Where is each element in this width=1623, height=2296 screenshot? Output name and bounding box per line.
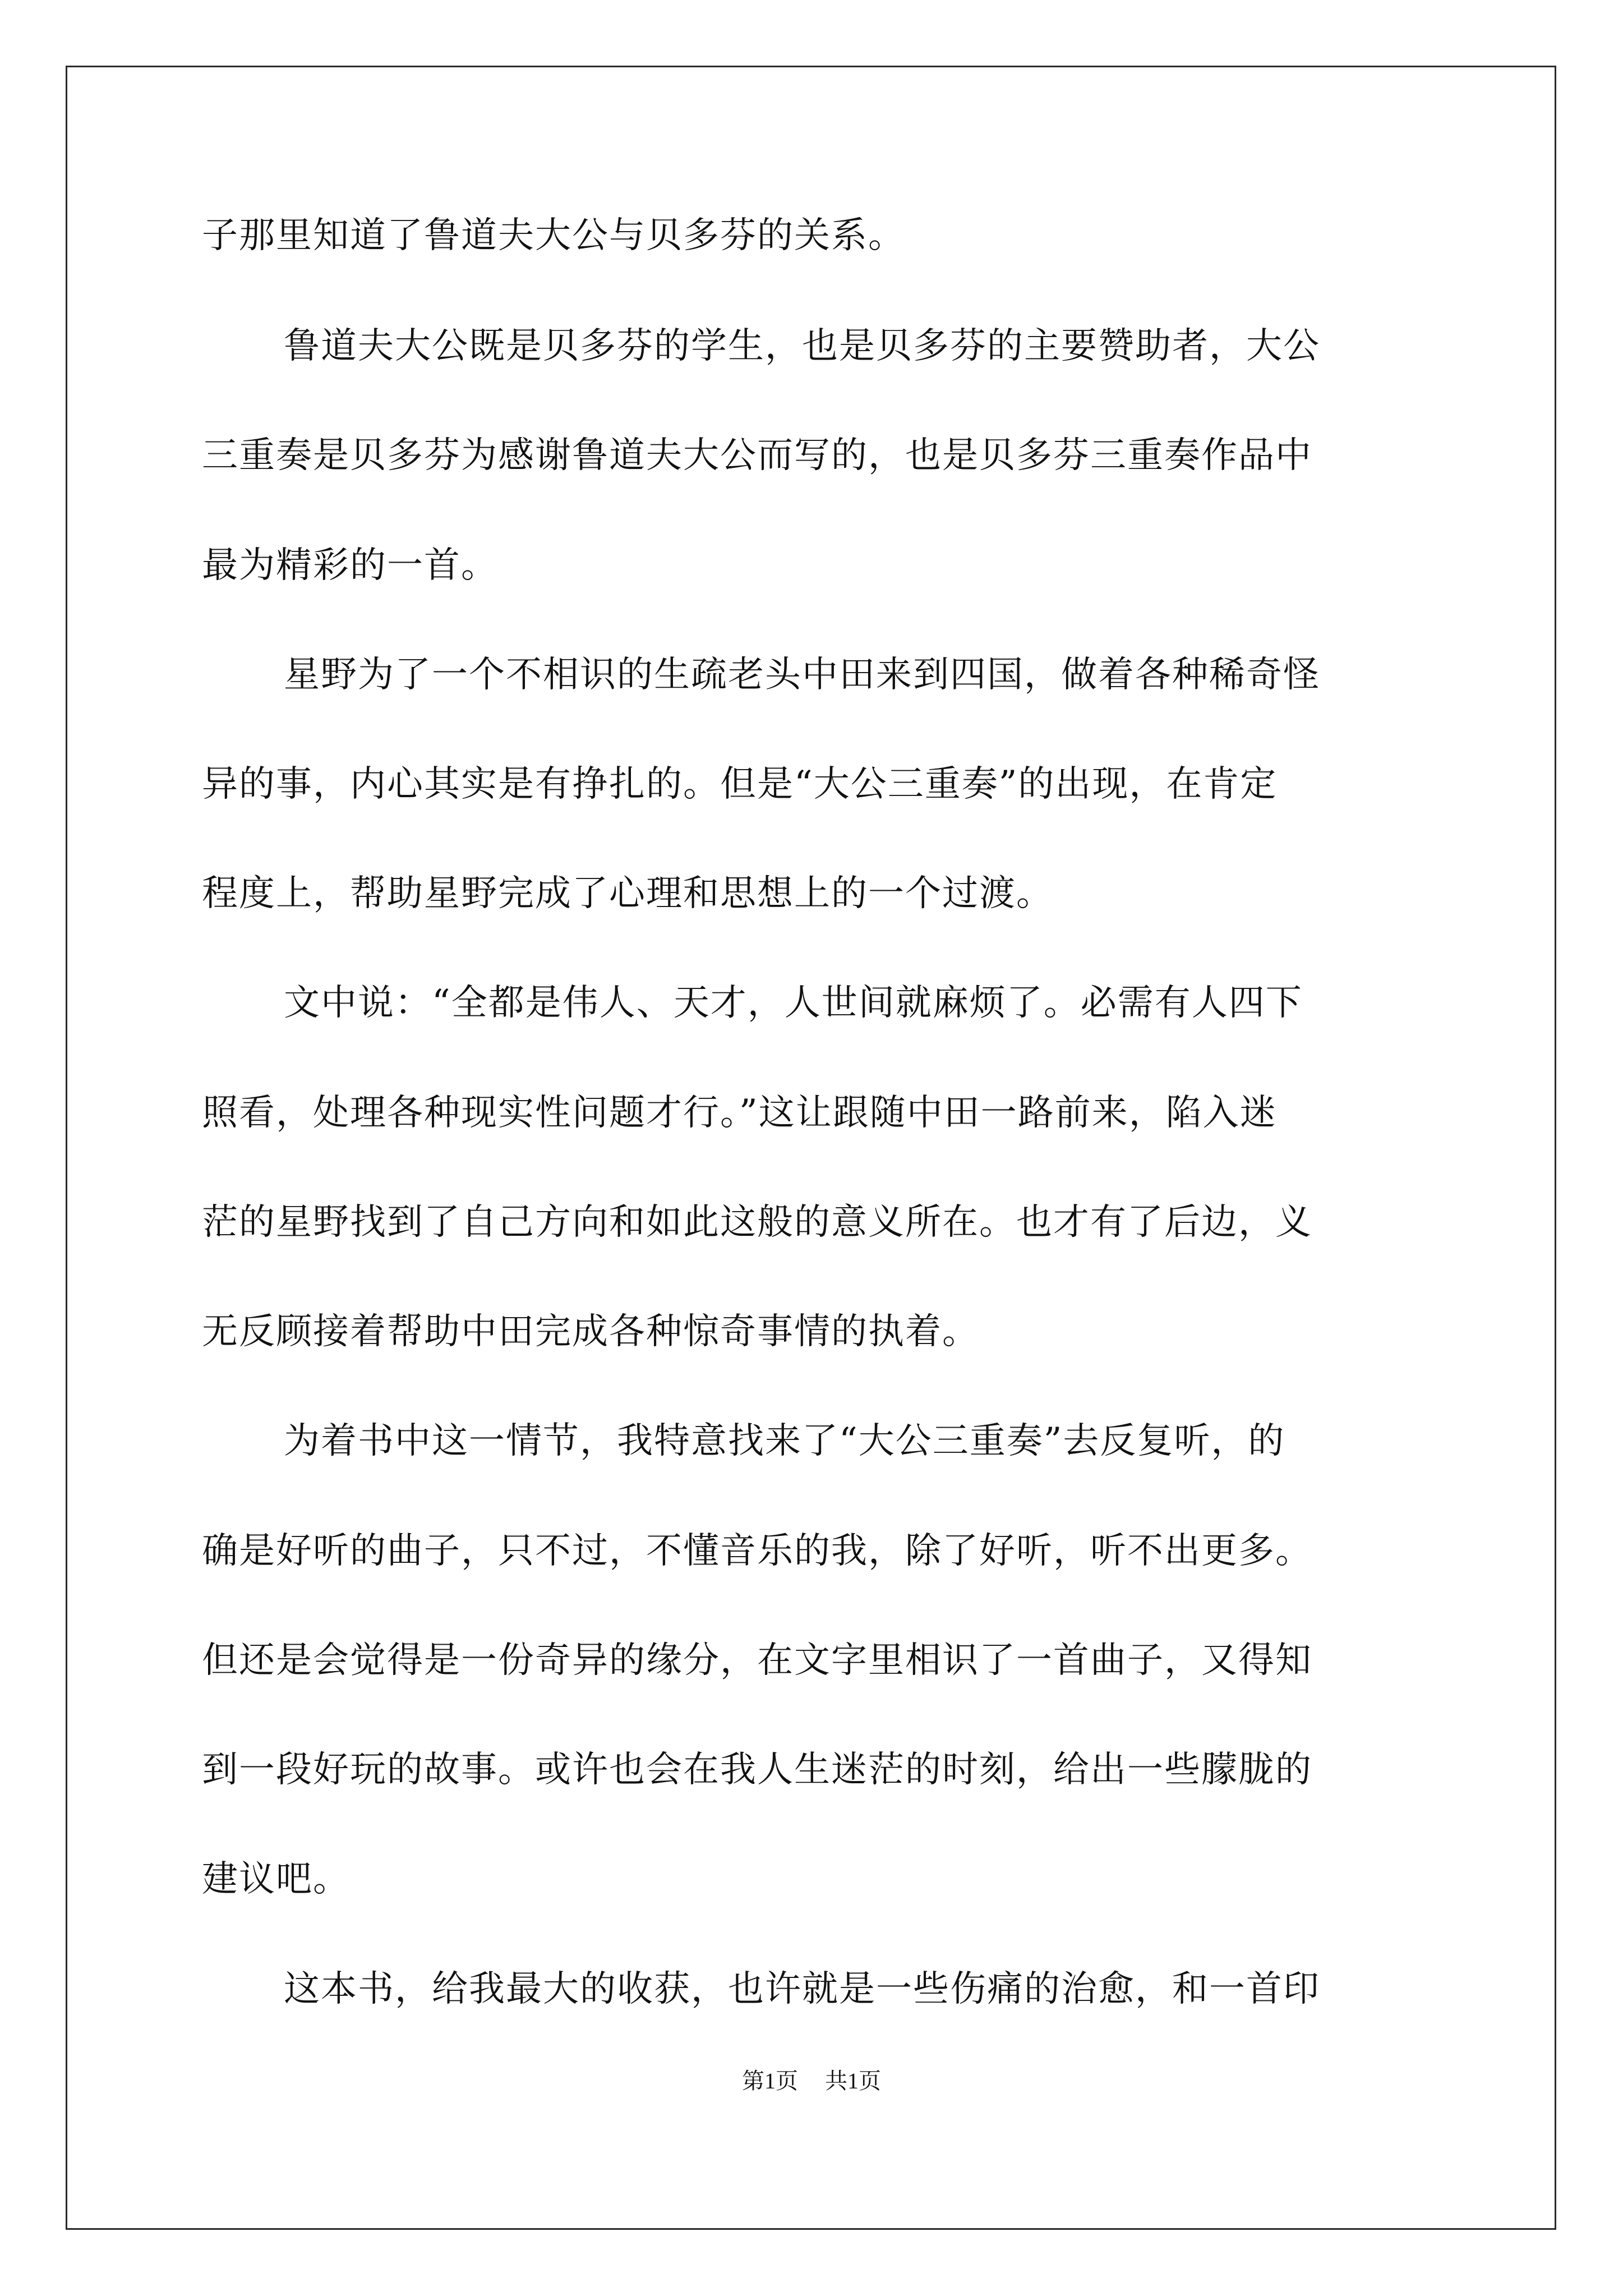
paragraph-start-line: 为着书中这一情节，我特意找来了“大公三重奏”去反复听，的 <box>284 1420 1285 1462</box>
page-number-current: 第1页 <box>742 2068 798 2093</box>
paragraph-start-line: 这本书，给我最大的收获，也许就是一些伤痛的治愈，和一首印 <box>284 1968 1320 2010</box>
paragraph-start-line: 星野为了一个不相识的生疏老头中田来到四国，做着各种稀奇怪 <box>284 654 1320 696</box>
text-line: 无反顾接着帮助中田完成各种惊奇事情的执着。 <box>202 1311 979 1352</box>
page-footer <box>0 2064 1623 2098</box>
text-line: 异的事，内心其实是有挣扎的。但是“大公三重奏”的出现，在肯定 <box>202 763 1278 805</box>
text-line: 子那里知道了鲁道夫大公与贝多芬的关系。 <box>202 215 905 256</box>
text-line: 到一段好玩的故事。或许也会在我人生迷茫的时刻，给出一些朦胧的 <box>202 1749 1312 1791</box>
text-line: 最为精彩的一首。 <box>202 545 498 586</box>
paragraph-start-line: 文中说：“全都是伟人、天才，人世间就麻烦了。必需有人四下 <box>284 982 1303 1024</box>
text-line: 照看，处理各种现实性问题才行。”这让跟随中田一路前来，陷入迷 <box>202 1092 1277 1134</box>
text-line: 确是好听的曲子，只不过，不懂音乐的我，除了好听，听不出更多。 <box>202 1530 1312 1572</box>
text-line: 茫的星野找到了自己方向和如此这般的意义所在。也才有了后边，义 <box>202 1202 1312 1243</box>
body-text <box>202 0 1433 2076</box>
paragraph-start-line: 鲁道夫大公既是贝多芬的学生，也是贝多芬的主要赞助者，大公 <box>284 325 1320 367</box>
text-line: 程度上，帮助星野完成了心理和思想上的一个过渡。 <box>202 873 1053 914</box>
text-line: 但还是会觉得是一份奇异的缘分，在文字里相识了一首曲子，又得知 <box>202 1640 1312 1681</box>
text-line: 建议吧。 <box>202 1858 350 1900</box>
text-line: 三重奏是贝多芬为感谢鲁道夫大公而写的，也是贝多芬三重奏作品中 <box>202 435 1312 476</box>
page-number-total: 共1页 <box>825 2068 881 2093</box>
